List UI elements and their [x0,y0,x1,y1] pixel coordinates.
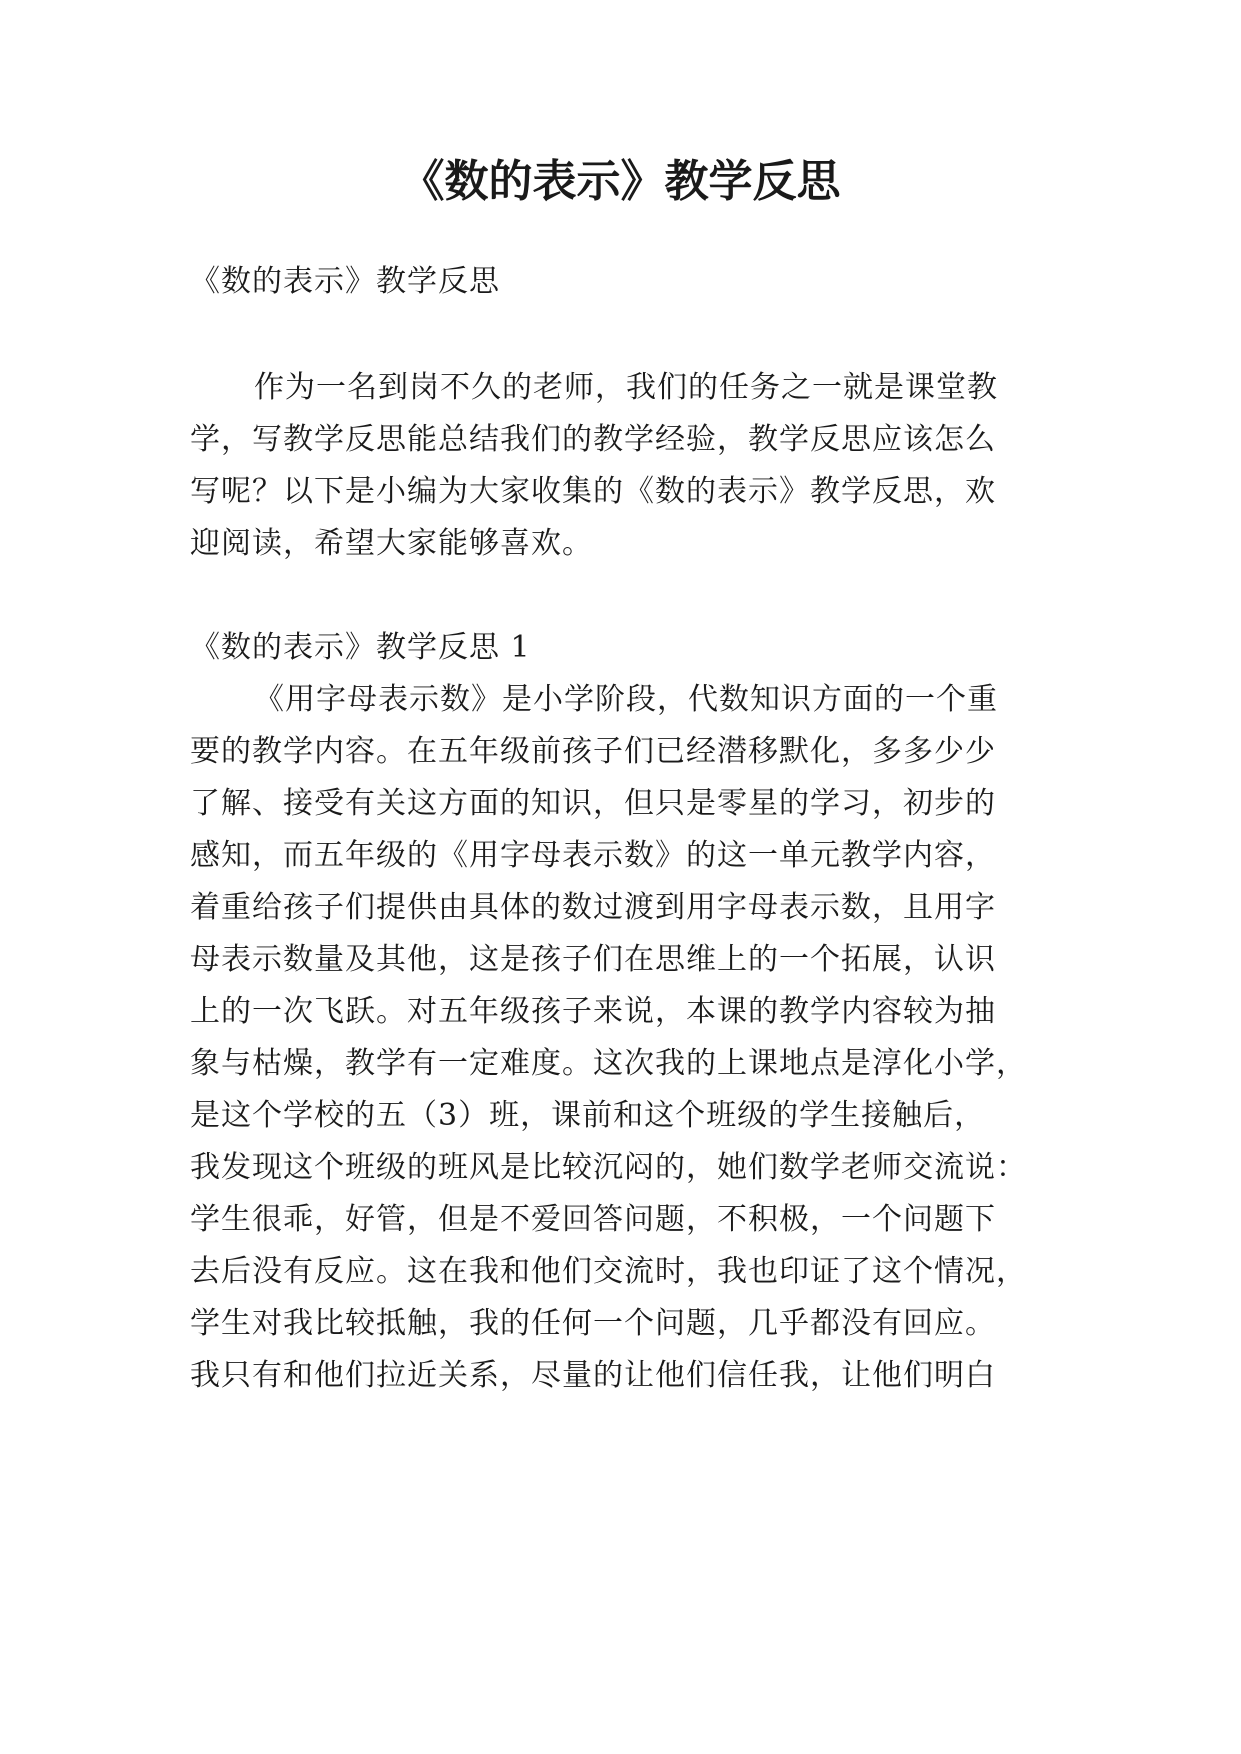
body-line: 母表示数量及其他，这是孩子们在思维上的一个拓展，认识 [190,942,996,977]
body-line: 我只有和他们拉近关系，尽量的让他们信任我，让他们明白 [190,1358,996,1393]
intro-line: 学，写教学反思能总结我们的教学经验，教学反思应该怎么 [190,422,996,457]
intro-line: 迎阅读，希望大家能够喜欢。 [190,526,593,561]
body-line: 感知，而五年级的《用字母表示数》的这一单元教学内容， [190,838,996,873]
body-line: 上的一次飞跃。对五年级孩子来说，本课的教学内容较为抽 [190,994,996,1029]
document-title: 《数的表示》教学反思 [400,156,841,207]
body-line: 《用字母表示数》是小学阶段，代数知识方面的一个重 [254,682,998,717]
body-line: 着重给孩子们提供由具体的数过渡到用字母表示数，且用字 [190,890,996,925]
body-line: 去后没有反应。这在我和他们交流时，我也印证了这个情况， [190,1254,1027,1289]
intro-line: 作为一名到岗不久的老师，我们的任务之一就是课堂教 [254,370,998,405]
body-line: 学生对我比较抵触，我的任何一个问题，几乎都没有回应。 [190,1306,996,1341]
section-heading: 《数的表示》教学反思 1 [190,630,531,665]
body-line: 我发现这个班级的班风是比较沉闷的，她们数学老师交流说： [190,1150,1027,1185]
intro-line: 写呢？以下是小编为大家收集的《数的表示》教学反思，欢 [190,474,996,509]
body-line: 要的教学内容。在五年级前孩子们已经潜移默化，多多少少 [190,734,996,769]
body-line: 是这个学校的五（3）班，课前和这个班级的学生接触后， [190,1098,986,1133]
body-line: 象与枯燥，教学有一定难度。这次我的上课地点是淳化小学， [190,1046,1027,1081]
body-line: 学生很乖，好管，但是不爱回答问题，不积极，一个问题下 [190,1202,996,1237]
document-subtitle: 《数的表示》教学反思 [190,264,500,299]
body-line: 了解、接受有关这方面的知识，但只是零星的学习，初步的 [190,786,996,821]
